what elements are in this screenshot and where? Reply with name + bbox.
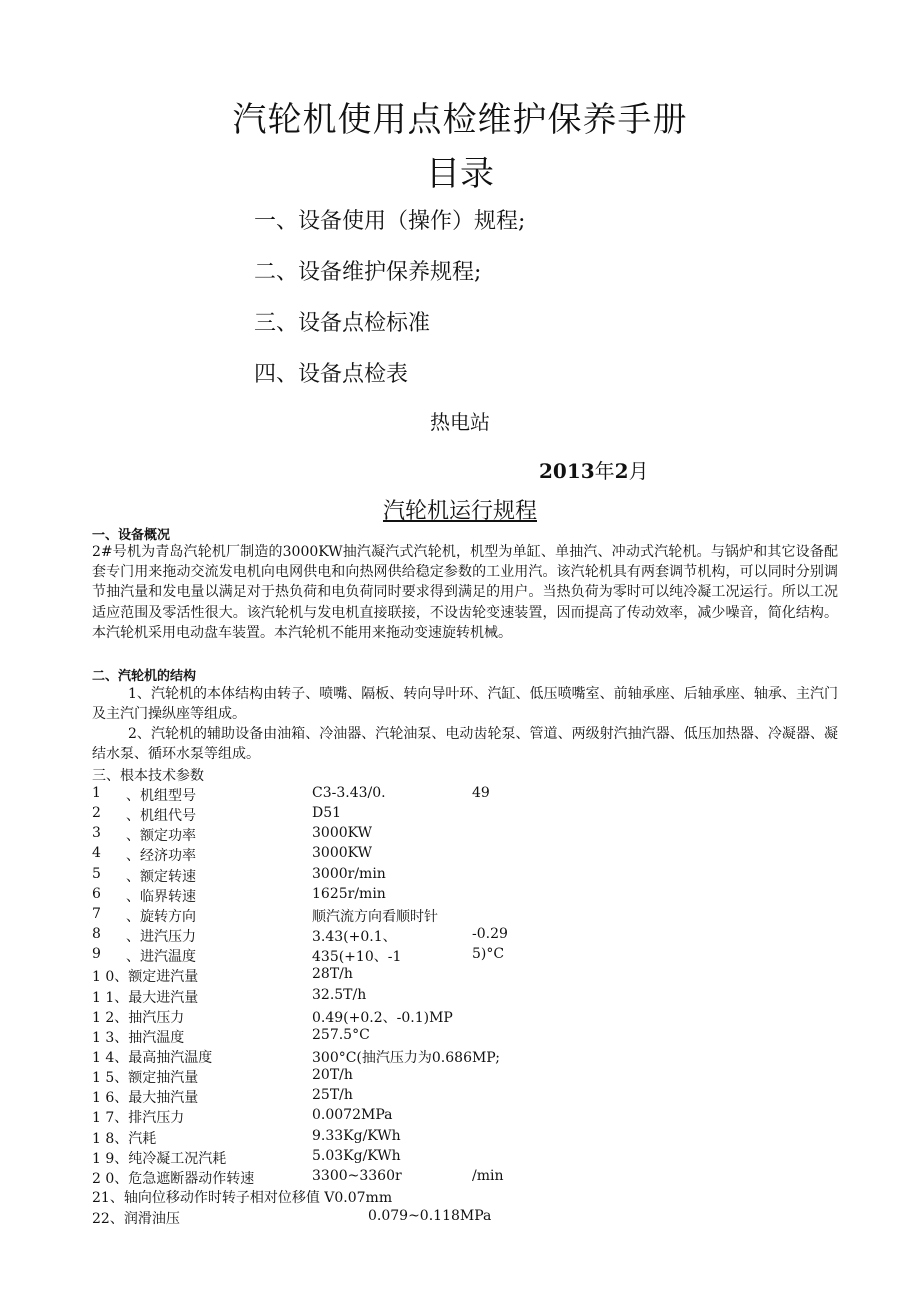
- param-row: [92, 966, 852, 986]
- param-row: [92, 1087, 852, 1107]
- param-extra: -0.29: [472, 926, 508, 943]
- params-heading: 三、根本技术参数: [92, 768, 204, 784]
- param-row: [92, 1047, 852, 1067]
- param-name: 1 2、抽汽压力: [92, 1009, 185, 1026]
- param-value: 0.0072MPa: [312, 1107, 393, 1124]
- toc-item: 一、设备使用（操作）规程;: [254, 209, 526, 234]
- param-name: 、额定转速: [126, 868, 196, 885]
- param-number: 7: [92, 905, 101, 922]
- param-name: 1 5、额定抽汽量: [92, 1070, 199, 1087]
- param-value: 3.43(+0.1、: [312, 929, 397, 946]
- date-month-unit: 月: [628, 459, 649, 483]
- param-number: 1: [92, 785, 101, 801]
- param-name: 、机组型号: [126, 788, 196, 804]
- param-row: [92, 987, 852, 1007]
- station-name: 热电站: [430, 410, 490, 434]
- param-number: 6: [92, 885, 101, 902]
- param-row: [92, 1027, 852, 1047]
- param-number: 9: [92, 946, 101, 963]
- param-name: 、进汽压力: [126, 929, 196, 946]
- param-name: 1 0、额定进汽量: [92, 969, 199, 986]
- toc-item: 四、设备点检表: [254, 362, 409, 387]
- structure-paragraph-2: 2、汽轮机的辅助设备由油箱、冷油器、汽轮油泵、电动齿轮泵、管道、两级射汽抽汽器、低压加热器、冷凝器、凝结水泵、循环水泵等组成。: [92, 726, 838, 763]
- param-value: 25T/h: [312, 1087, 353, 1104]
- param-row: [92, 1168, 852, 1188]
- date-year-unit: 年: [594, 459, 615, 483]
- param-value: 5.03Kg/KWh: [312, 1147, 401, 1164]
- param-value: 3300~3360r: [312, 1167, 402, 1184]
- param-name: 、经济功率: [126, 848, 196, 865]
- param-row: [92, 946, 852, 966]
- param-value: 20T/h: [312, 1067, 353, 1084]
- structure-paragraph-1: 1、汽轮机的本体结构由转子、喷嘴、隔板、转向导叶环、汽缸、低压喷嘴室、前轴承座、后轴承座、轴承、主汽门及主汽门操纵座等组成。: [92, 686, 838, 723]
- param-extra: 49: [472, 785, 490, 801]
- param-value: C3-3.43/0.: [312, 785, 386, 801]
- param-row-22: [92, 1208, 852, 1228]
- date-year: 2013: [539, 459, 595, 483]
- param-value: 3000r/min: [312, 865, 386, 882]
- param-value: 3000KW: [312, 845, 372, 862]
- param-extra: 5)°C: [472, 946, 505, 963]
- overview-heading: 一、设备概况: [92, 528, 171, 543]
- toc-item: 二、设备维护保养规程;: [254, 260, 482, 285]
- param-value: 9.33Kg/KWh: [312, 1127, 401, 1144]
- param-row: [92, 1148, 852, 1168]
- param-value: 3000KW: [312, 825, 372, 842]
- param-number: 4: [92, 845, 101, 862]
- param-row: [92, 926, 852, 946]
- param-number: 5: [92, 865, 101, 882]
- toc-item: 三、设备点检标准: [254, 311, 431, 336]
- param-name: 1 4、最高抽汽温度: [92, 1049, 213, 1066]
- toc-heading: 目录: [426, 154, 494, 194]
- param-number: 2: [92, 805, 101, 822]
- param-value: 32.5T/h: [312, 986, 367, 1003]
- param-value: 顺汽流方向看顺时针: [312, 908, 438, 925]
- param-row: [92, 825, 852, 845]
- param-value: 435(+10、-1: [312, 949, 402, 966]
- param-row-21: 21、轴向位移动作时转子相对位移值 V0.07mm: [92, 1190, 393, 1206]
- param-value: D51: [312, 805, 342, 822]
- date-month: 2: [614, 459, 629, 483]
- param-value: 1625r/min: [312, 885, 386, 902]
- param-name: 、旋转方向: [126, 908, 196, 925]
- param-row: [92, 906, 852, 926]
- param-value: 257.5°C: [312, 1026, 370, 1043]
- param-value: 300°C(抽汽压力为0.686MP;: [312, 1049, 500, 1066]
- section-title: 汽轮机运行规程: [382, 499, 537, 524]
- param-row: [92, 785, 852, 805]
- param-extra: /min: [472, 1167, 504, 1184]
- param-row: [92, 866, 852, 886]
- param-name: 、额定功率: [126, 828, 196, 845]
- overview-paragraph: 2#号机为青岛汽轮机厂制造的3000KW抽汽凝汽式汽轮机，机型为单缸、单抽汽、冲动式汽轮机。与锅炉和其它设备配套专门用来拖动交流发电机向电网供电和向热网供给稳定参数的工业用汽。该汽轮机具有两套调节机构，可以同时分别调节抽汽量和发电量以满足对于热负荷和电负荷同时要求得到满足的用户。当热负荷为零时可以纯冷凝工况运行。所以工况适应范围及零活性很大。该汽轮机与发电机直接联接，不设齿轮变速装置，因而提高了传动效率，减少噪音，简化结构。本汽轮机采用电动盘车装置。本汽轮机不能用来拖动变速旋转机械。: [92, 544, 838, 641]
- param-value: 0.079~0.118MPa: [368, 1208, 492, 1224]
- param-value: 0.49(+0.2、-0.1)MP: [312, 1009, 453, 1026]
- param-name: 1 8、汽耗: [92, 1130, 157, 1147]
- param-row: [92, 1067, 852, 1087]
- param-name: 1 6、最大抽汽量: [92, 1090, 199, 1107]
- param-name: 1 1、最大进汽量: [92, 989, 199, 1006]
- param-name: 2 0、危急遮断器动作转速: [92, 1170, 255, 1187]
- structure-heading: 二、汽轮机的结构: [92, 669, 197, 684]
- param-value: 28T/h: [312, 966, 353, 983]
- param-name: 1 9、纯冷凝工况汽耗: [92, 1150, 227, 1167]
- param-name: 、进汽温度: [126, 949, 196, 966]
- param-number: 8: [92, 926, 101, 943]
- param-row: [92, 805, 852, 825]
- document-title: 汽轮机使用点检维护保养手册: [232, 100, 688, 140]
- document-date: [539, 455, 649, 484]
- param-name: 22、润滑油压: [92, 1211, 180, 1227]
- param-name: 1 7、排汽压力: [92, 1110, 185, 1127]
- param-row: [92, 1128, 852, 1148]
- param-row: [92, 1107, 852, 1127]
- param-name: 1 3、抽汽温度: [92, 1029, 185, 1046]
- param-number: 3: [92, 825, 101, 842]
- param-name: 、临界转速: [126, 888, 196, 905]
- param-name: 、机组代号: [126, 808, 196, 825]
- param-row: [92, 1007, 852, 1027]
- param-row: [92, 845, 852, 865]
- param-row: [92, 886, 852, 906]
